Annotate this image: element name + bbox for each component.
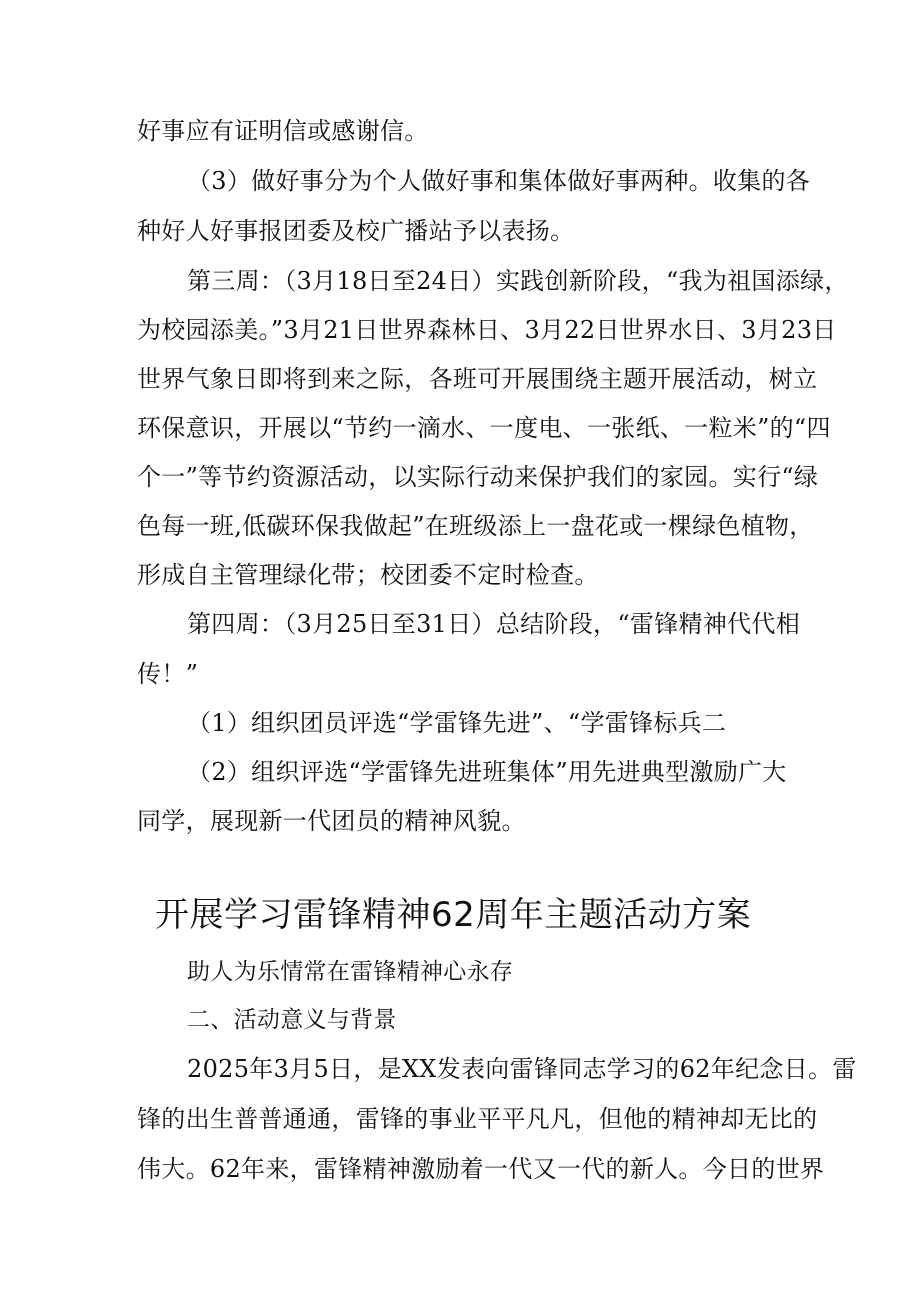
subtitle: 助人为乐情常在雷锋精神心永存 — [187, 959, 514, 985]
body-line: 个一”等节约资源活动，以实际行动来保护我们的家园。实行“绿 — [137, 463, 819, 491]
body-line: 色每一班,低碳环保我做起”在班级添上一盘花或一棵绿色植物， — [137, 512, 814, 540]
body-line: 同学，展现新一代团员的精神风貌。 — [137, 807, 526, 835]
body-line: 2025年3月5日，是XX发表向雷锋同志学习的62年纪念日。雷 — [187, 1055, 857, 1083]
body-line: 第四周：（3月25日至31日）总结阶段，“雷锋精神代代相 — [187, 610, 801, 638]
body-line: 形成自主管理绿化带；校团委不定时检查。 — [137, 561, 599, 589]
body-line: 锋的出生普普通通，雷锋的事业平平凡凡，但他的精神却无比的 — [137, 1105, 818, 1133]
body-line: （3）做好事分为个人做好事和集体做好事两种。收集的各 — [187, 167, 811, 195]
section-heading: 二、活动意义与背景 — [187, 1007, 397, 1033]
body-line: 好事应有证明信或感谢信。 — [137, 117, 429, 145]
body-line: 种好人好事报团委及校广播站予以表扬。 — [137, 217, 575, 245]
body-line: （2）组织评选“学雷锋先进班集体”用先进典型激励广大 — [187, 758, 787, 786]
body-line: 为校园添美。”3月21日世界森林日、3月22日世界水日、3月23日 — [137, 316, 837, 344]
body-line: 环保意识，开展以“节约一滴水、一度电、一张纸、一粒米”的“四 — [137, 414, 831, 442]
body-line: 传！” — [137, 660, 199, 688]
section-title: 开展学习雷锋精神62周年主题活动方案 — [155, 895, 752, 935]
body-line: （1）组织团员评选“学雷锋先进”、“学雷锋标兵二 — [187, 709, 727, 737]
body-line: 世界气象日即将到来之际，各班可开展围绕主题开展活动，树立 — [137, 365, 818, 393]
body-line: 第三周：（3月18日至24日）实践创新阶段，“我为祖国添绿， — [187, 267, 849, 295]
body-line: 伟大。62年来，雷锋精神激励着一代又一代的新人。今日的世界 — [137, 1155, 825, 1183]
